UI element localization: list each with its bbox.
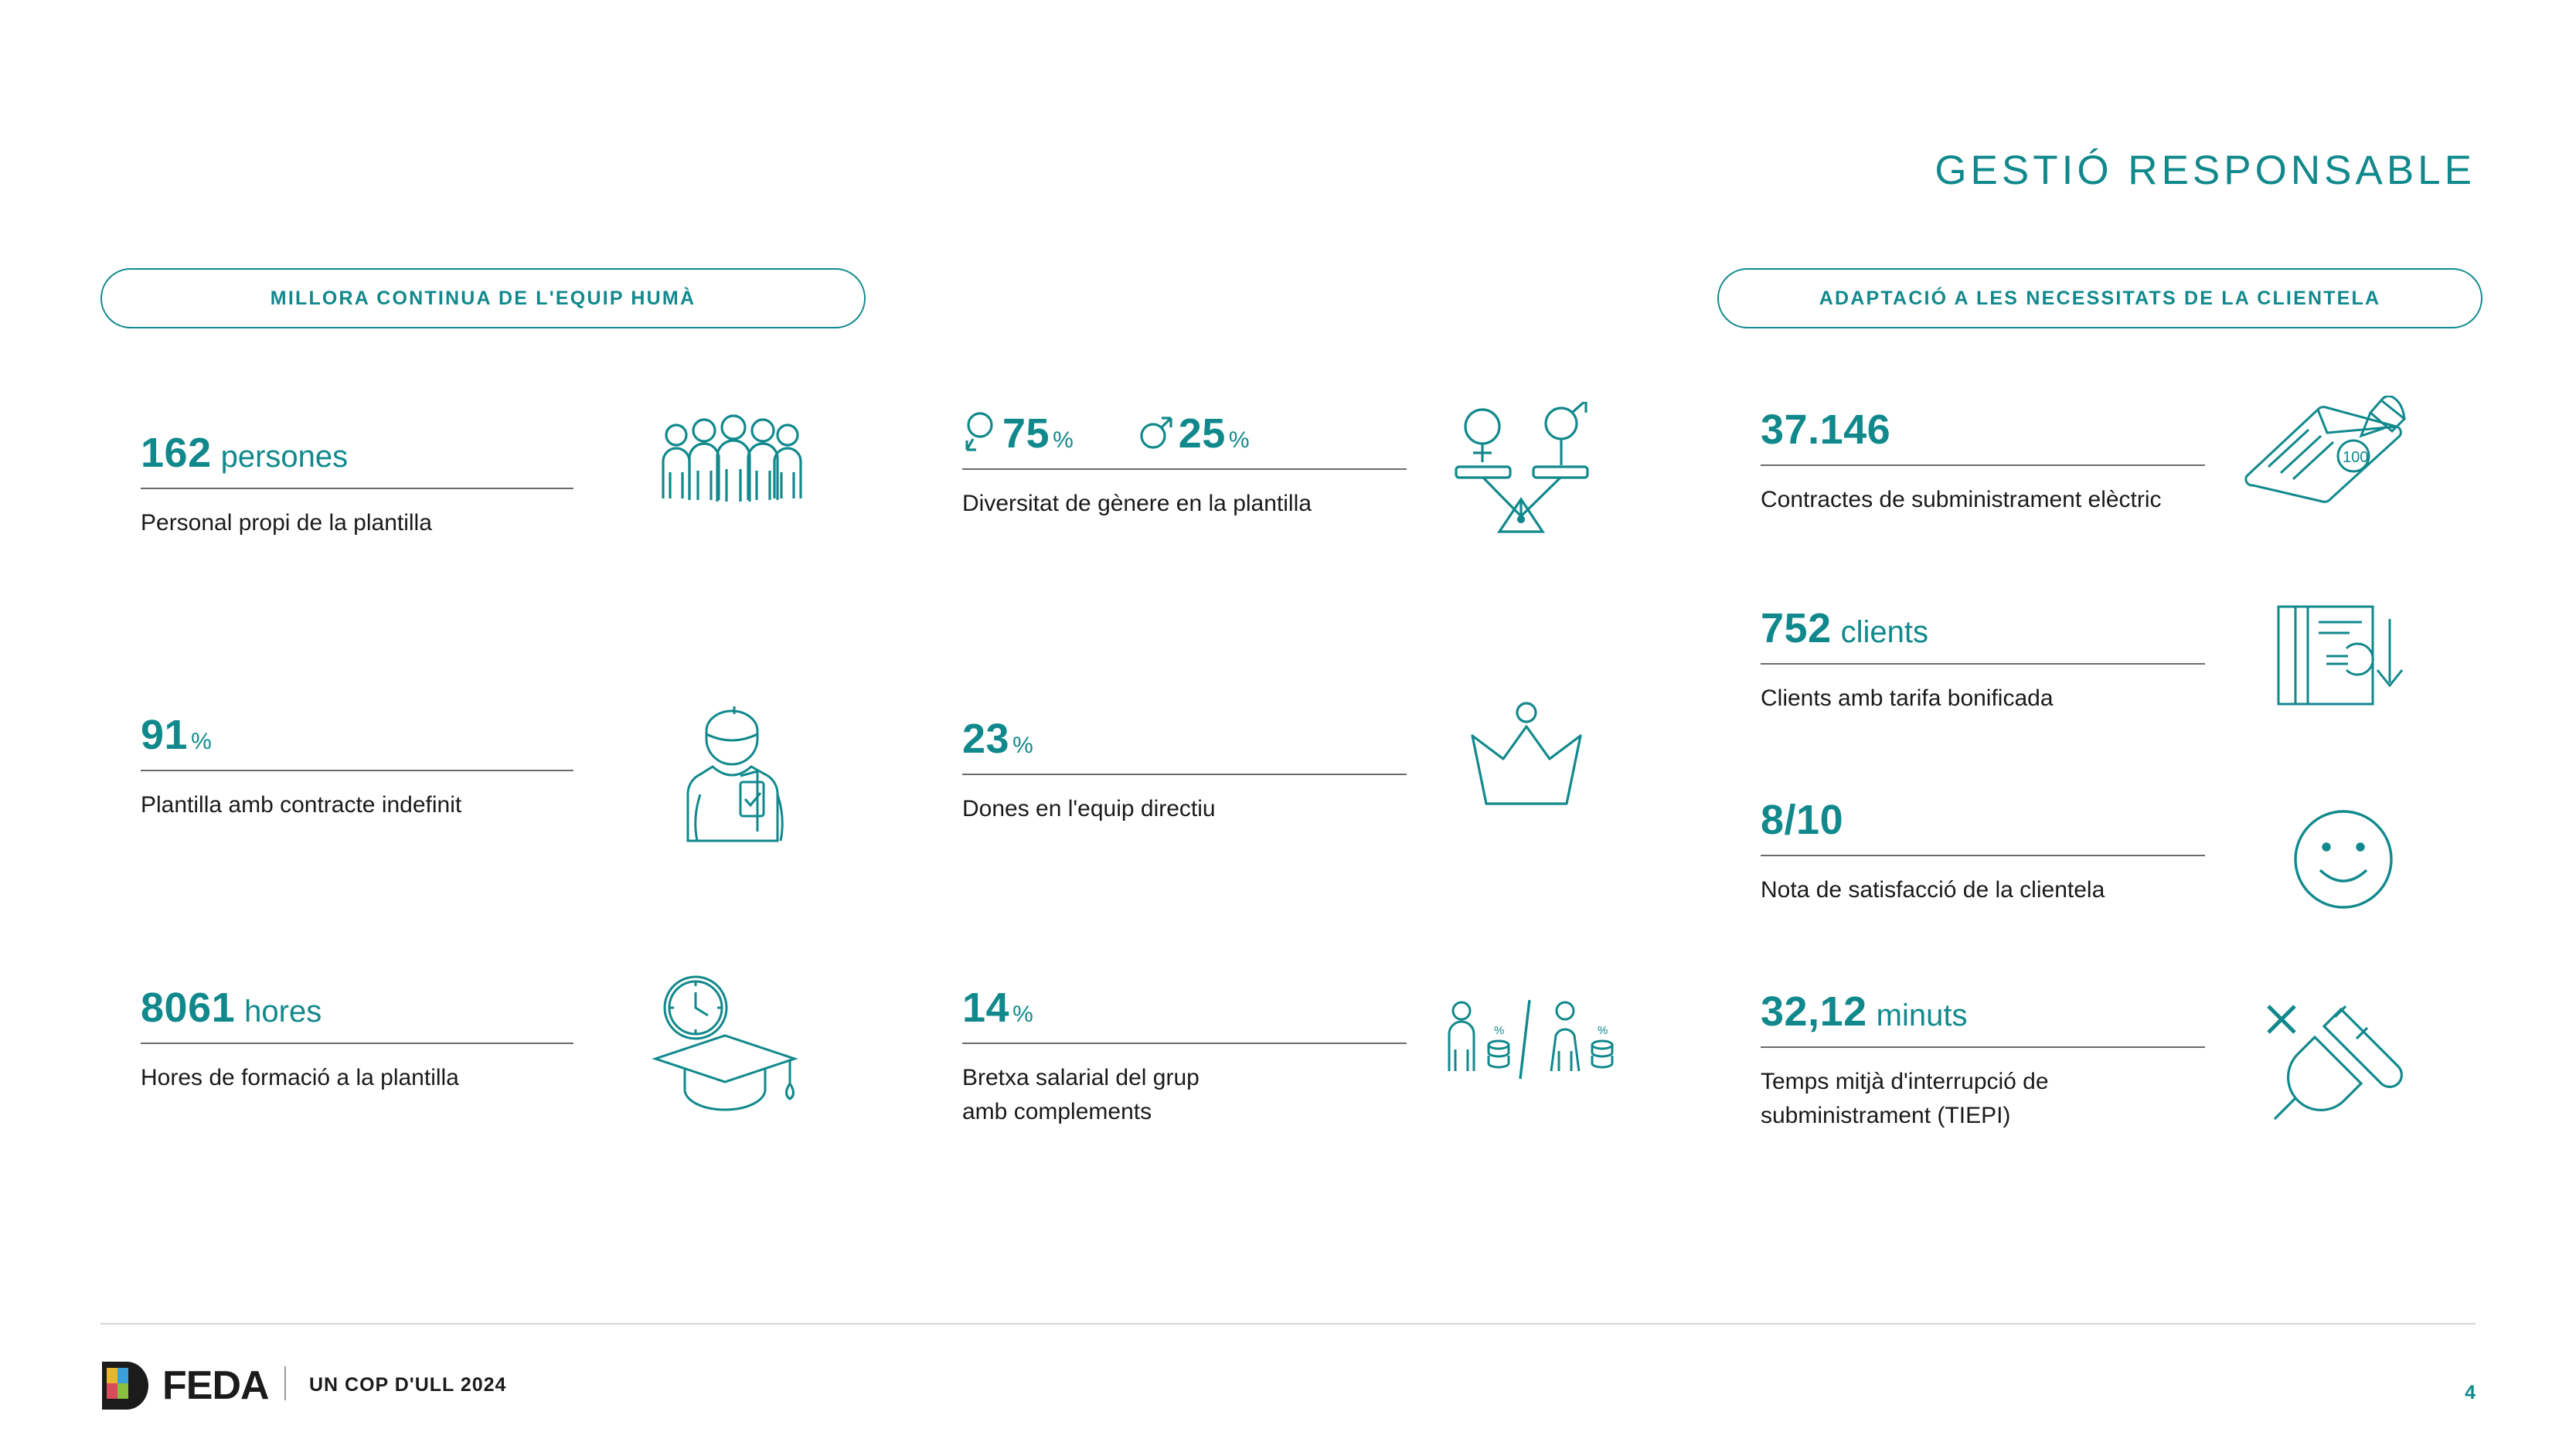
people-group-icon	[653, 413, 808, 529]
metric-personal-propi	[141, 429, 573, 540]
metric-unit: minuts	[1876, 998, 1968, 1032]
metric-underline	[141, 770, 573, 771]
feda-logo-text: FEDA	[162, 1363, 269, 1408]
svg-text:%: %	[1598, 1024, 1608, 1037]
metric-value-row	[141, 711, 573, 759]
metric-unit: %	[1012, 1002, 1033, 1027]
gender-balance-scale-icon	[1445, 402, 1596, 545]
metric-unit: %	[1012, 733, 1033, 758]
metric-contractes-subministrament	[1761, 406, 2205, 517]
metric-unit: hores	[244, 995, 322, 1029]
metric-underline	[1761, 1046, 2205, 1048]
metric-value-row	[1761, 406, 2205, 454]
metric-caption: Nota de satisfacció de la clientela	[1761, 877, 2105, 903]
metric-value: 32,12	[1761, 988, 1867, 1035]
metric-value-row	[962, 715, 1407, 763]
metric-caption: Clients amb tarifa bonificada	[1761, 685, 2054, 711]
metric-bretxa-salarial	[962, 984, 1407, 1128]
metric-value: 37.146	[1761, 406, 1891, 453]
metric-caption: Contractes de subministrament elèctric	[1761, 487, 2162, 512]
female-symbol-icon	[962, 410, 998, 457]
metric-unit: clients	[1840, 615, 1928, 649]
section-header-left	[100, 268, 866, 328]
unplugged-plug-icon	[2261, 998, 2415, 1130]
page-title: GESTIÓ RESPONSABLE	[1935, 148, 2476, 193]
metric-value-row	[141, 984, 573, 1032]
metric-unit: persones	[220, 440, 349, 474]
footer-note: UN COP D'ULL 2024	[309, 1374, 507, 1396]
pay-gap-icon	[1434, 997, 1619, 1105]
metric-caption: Hores de formació a la plantilla	[141, 1065, 459, 1090]
metric-underline	[962, 468, 1407, 470]
metric-unit: %	[191, 729, 212, 754]
metric-value-secondary: 25	[1178, 410, 1226, 457]
metric-value-row	[1761, 604, 2205, 652]
metric-diversitat-genere	[962, 410, 1407, 521]
svg-text:100: 100	[2343, 449, 2369, 466]
svg-text:%: %	[1494, 1024, 1505, 1037]
metric-value: 75	[1002, 410, 1050, 457]
metric-caption-line2: subministrament (TIEPI)	[1761, 1102, 2011, 1128]
metric-value: 752	[1761, 605, 1832, 651]
metric-caption-line1: Temps mitjà d'interrupció de	[1761, 1069, 2049, 1094]
metric-clients-bonificada	[1761, 604, 2205, 716]
metric-underline	[141, 1043, 573, 1044]
metric-caption: Diversitat de gènere en la plantilla	[962, 491, 1312, 516]
metric-underline	[1761, 663, 2205, 665]
footer-separator	[284, 1366, 286, 1400]
worker-person-icon	[666, 696, 801, 850]
metric-underline	[1761, 464, 2205, 466]
footer-logo	[100, 1360, 269, 1411]
metric-nota-satisfaccio	[1761, 796, 2205, 907]
metric-hores-formacio	[141, 984, 573, 1095]
section-header-left-label: MILLORA CONTINUA DE L'EQUIP HUMÀ	[270, 287, 696, 309]
euro-invoice-icon	[2272, 599, 2419, 723]
metric-unit: %	[1053, 427, 1074, 453]
graduation-clock-icon	[641, 972, 808, 1111]
metric-caption-line2: amb complements	[962, 1098, 1152, 1124]
contract-clipboard-icon	[2237, 396, 2415, 504]
metric-caption: Dones en l'equip directiu	[962, 796, 1216, 821]
metric-underline	[962, 1043, 1407, 1044]
footer-divider	[100, 1323, 2476, 1325]
metric-caption: Plantilla amb contracte indefinit	[141, 792, 462, 818]
page-number: 4	[2465, 1382, 2476, 1403]
metric-value-row	[1761, 988, 2205, 1036]
metric-contracte-indefinit	[141, 711, 573, 822]
metric-underline	[1761, 855, 2205, 856]
section-header-right	[1717, 268, 2482, 328]
metric-value-row	[962, 410, 1407, 457]
smiley-face-icon	[2282, 798, 2405, 921]
metric-unit-secondary: %	[1228, 427, 1250, 453]
feda-logo-mark	[100, 1360, 148, 1411]
metric-underline	[962, 774, 1407, 775]
male-symbol-icon	[1140, 410, 1174, 457]
metric-underline	[141, 488, 573, 489]
metric-value: 8061	[141, 985, 236, 1031]
metric-caption-line1: Bretxa salarial del grup	[962, 1065, 1200, 1090]
metric-value-row	[1761, 796, 2205, 844]
metric-tiepi	[1761, 988, 2205, 1132]
metric-value: 91	[141, 712, 189, 758]
metric-value: 14	[962, 985, 1010, 1031]
section-header-right-label: ADAPTACIÓ A LES NECESSITATS DE LA CLIENTELA	[1819, 287, 2381, 309]
metric-value: 162	[141, 430, 212, 476]
metric-value-row	[962, 984, 1407, 1032]
metric-value-row	[141, 429, 573, 477]
metric-dones-directiu	[962, 715, 1407, 826]
metric-caption: Personal propi de la plantilla	[141, 510, 432, 536]
crown-icon	[1465, 696, 1588, 819]
metric-value: 8/10	[1761, 797, 1844, 843]
metric-value: 23	[962, 716, 1010, 762]
